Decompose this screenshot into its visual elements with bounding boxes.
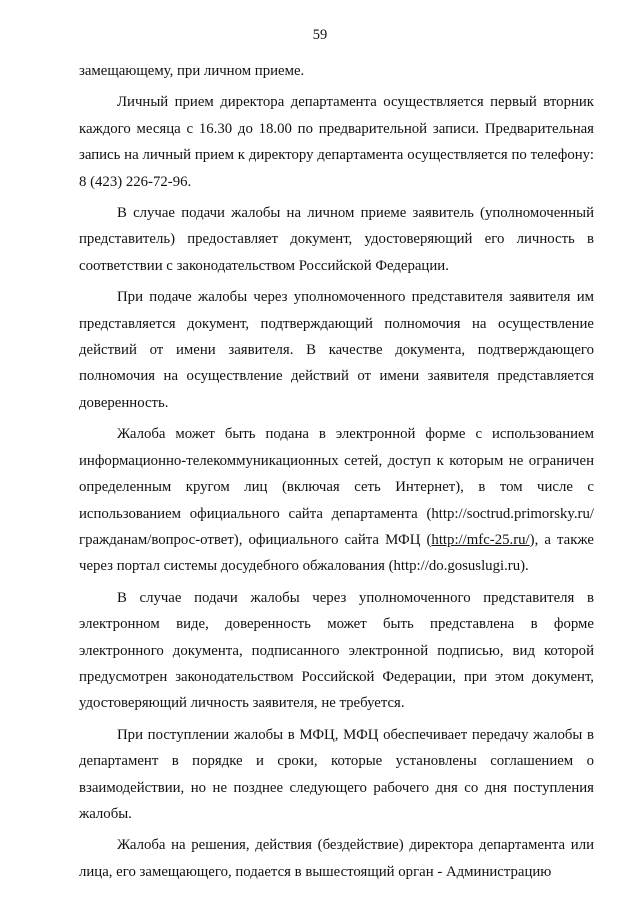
page-number: 59 [312, 27, 328, 43]
paragraph-electronic-submission [79, 421, 594, 579]
paragraph-representative: При подаче жалобы через уполномоченного представителя заявителя им представляется документ, подтверждающий полномочия на осуществление действий от имени заявителя. В качестве документа, подтверждающего полномочия на осуществление действий от имени заявителя представляется доверенность. [79, 289, 594, 411]
paragraph-continuation: замещающему, при личном приеме. [79, 63, 305, 79]
paragraph-personal-reception: Личный прием директора департамента осуществляется первый вторник каждого месяца с 16.30 до 18.00 по предварительной записи. Предварительная запись на личный прием к директору департамента осуществляется по телефону: 8 (423) 226-72-96. [79, 94, 594, 190]
mfc-website-link[interactable]: http://mfc-25.ru/ [431, 531, 530, 548]
electronic-text-before-link: Жалоба может быть подана в электронной форме с использованием информационно-телекоммуникационных сетей, доступ к которым не ограничен определенным кругом лиц (включая сеть Интернет), в том числе с использованием официального сайта департамента (http://soctrud.primorsky.ru/гражданам/вопрос-ответ), официального сайта МФЦ ( [79, 426, 594, 548]
paragraph-mfc-forwarding: При поступлении жалобы в МФЦ, МФЦ обеспечивает передачу жалобы в департамент в порядке и сроки, которые установлены соглашением о взаимодействии, но не позднее следующего рабочего дня со дня поступления жалобы. [79, 726, 594, 822]
paragraph-complaint-in-person: В случае подачи жалобы на личном приеме заявитель (уполномоченный представитель) предоставляет документ, удостоверяющий его личность в соответствии с законодательством Российской Федерации. [79, 205, 594, 274]
paragraph-appeal-director: Жалоба на решения, действия (бездействие) директора департамента или лица, его замещающего, подается в вышестоящий орган - Администрацию [79, 837, 594, 880]
electronic-text-after-link: ), а также через портал системы досудебного обжалования (http://do.gosuslugi.ru). [79, 531, 594, 575]
document-body [79, 58, 594, 885]
paragraph-electronic-power-of-attorney: В случае подачи жалобы через уполномоченного представителя в электронном виде, доверенность может быть представлена в форме электронного документа, подписанного электронной подписью, вид которой предусмотрен законодательством Российской Федерации, при этом документ, удостоверяющий личность заявителя, не требуется. [79, 589, 594, 712]
